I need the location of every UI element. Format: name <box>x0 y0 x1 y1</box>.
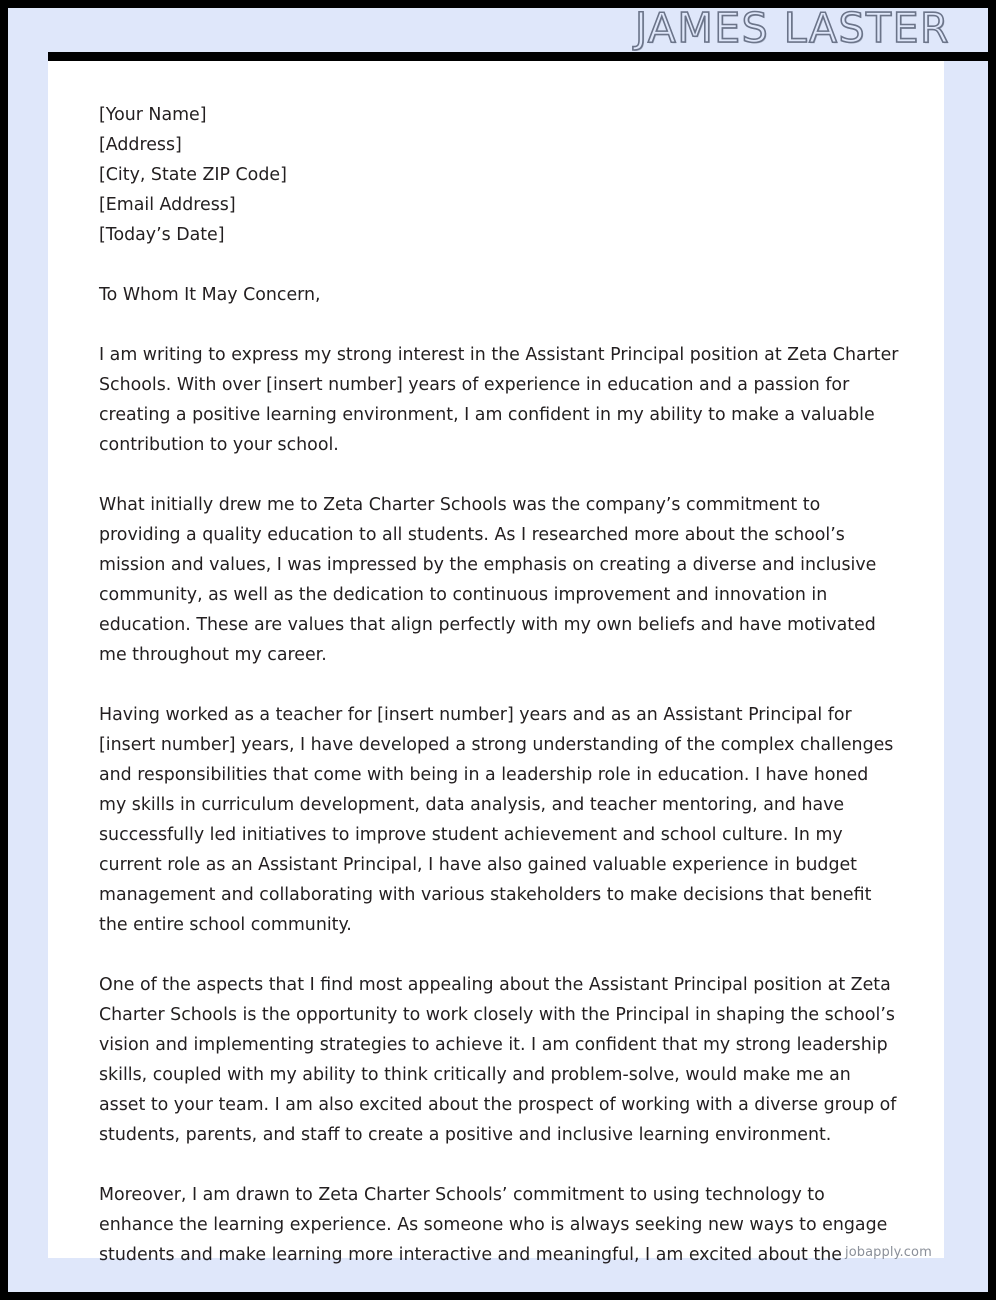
letterhead <box>8 8 988 52</box>
letter-paragraph-2: What initially drew me to Zeta Charter Schools was the company’s commitment to providing a quality education to all students. As I researched more about the school’s mission and values, I was impressed by the emphasis on creating a diverse and inclusive community, as well as the dedication to continuous improvement and innovation in education. These are values that align perfectly with my own beliefs and have motivated me throughout my career. <box>99 495 877 665</box>
letter-paragraph-5: Moreover, I am drawn to Zeta Charter Schools’ commitment to using technology to enhance the learning experience. As someone who is always seeking new ways to engage students and make learning more interactive and meaningful, I am excited about the <box>99 1185 888 1265</box>
letter-paragraph-3: Having worked as a teacher for [insert number] years and as an Assistant Principal for [insert number] years, I have developed a strong understanding of the complex challenges and responsibilities that come with being in a leadership role in education. I have honed my skills in curriculum development, data analysis, and teacher mentoring, and have successfully led initiatives to improve student achievement and school culture. In my current role as an Assistant Principal, I have also gained valuable experience in budget management and collaborating with various stakeholders to make decisions that benefit the entire school community. <box>99 705 894 935</box>
salutation: To Whom It May Concern, <box>99 285 321 305</box>
watermark: jobapply.com <box>845 1245 932 1260</box>
letter-paragraph-1: I am writing to express my strong interest in the Assistant Principal position at Zeta Charter Schools. With over [insert number] years of experience in education and a passion for creating a positive learning environment, I am confident in my ability to make a valuable contribution to your school. <box>99 345 899 455</box>
sender-line-city: [City, State ZIP Code] <box>99 165 287 185</box>
sender-address-block <box>99 100 899 250</box>
letterhead-name: JAMES LASTER <box>634 8 950 52</box>
sender-line-address: [Address] <box>99 135 182 155</box>
sender-line-email: [Email Address] <box>99 195 236 215</box>
letter-paragraph-4: One of the aspects that I find most appealing about the Assistant Principal position at Zeta Charter Schools is the opportunity to work closely with the Principal in shaping the school’s vision and implementing strategies to achieve it. I am confident that my strong leadership skills, coupled with my ability to think critically and problem-solve, would make me an asset to your team. I am also excited about the prospect of working with a diverse group of students, parents, and staff to create a positive and inclusive learning environment. <box>99 975 897 1145</box>
sender-line-date: [Today’s Date] <box>99 225 225 245</box>
sender-line-name: [Your Name] <box>99 105 207 125</box>
header-divider-rule <box>48 52 988 61</box>
document-canvas <box>8 8 988 1292</box>
letter-body <box>99 100 899 1270</box>
